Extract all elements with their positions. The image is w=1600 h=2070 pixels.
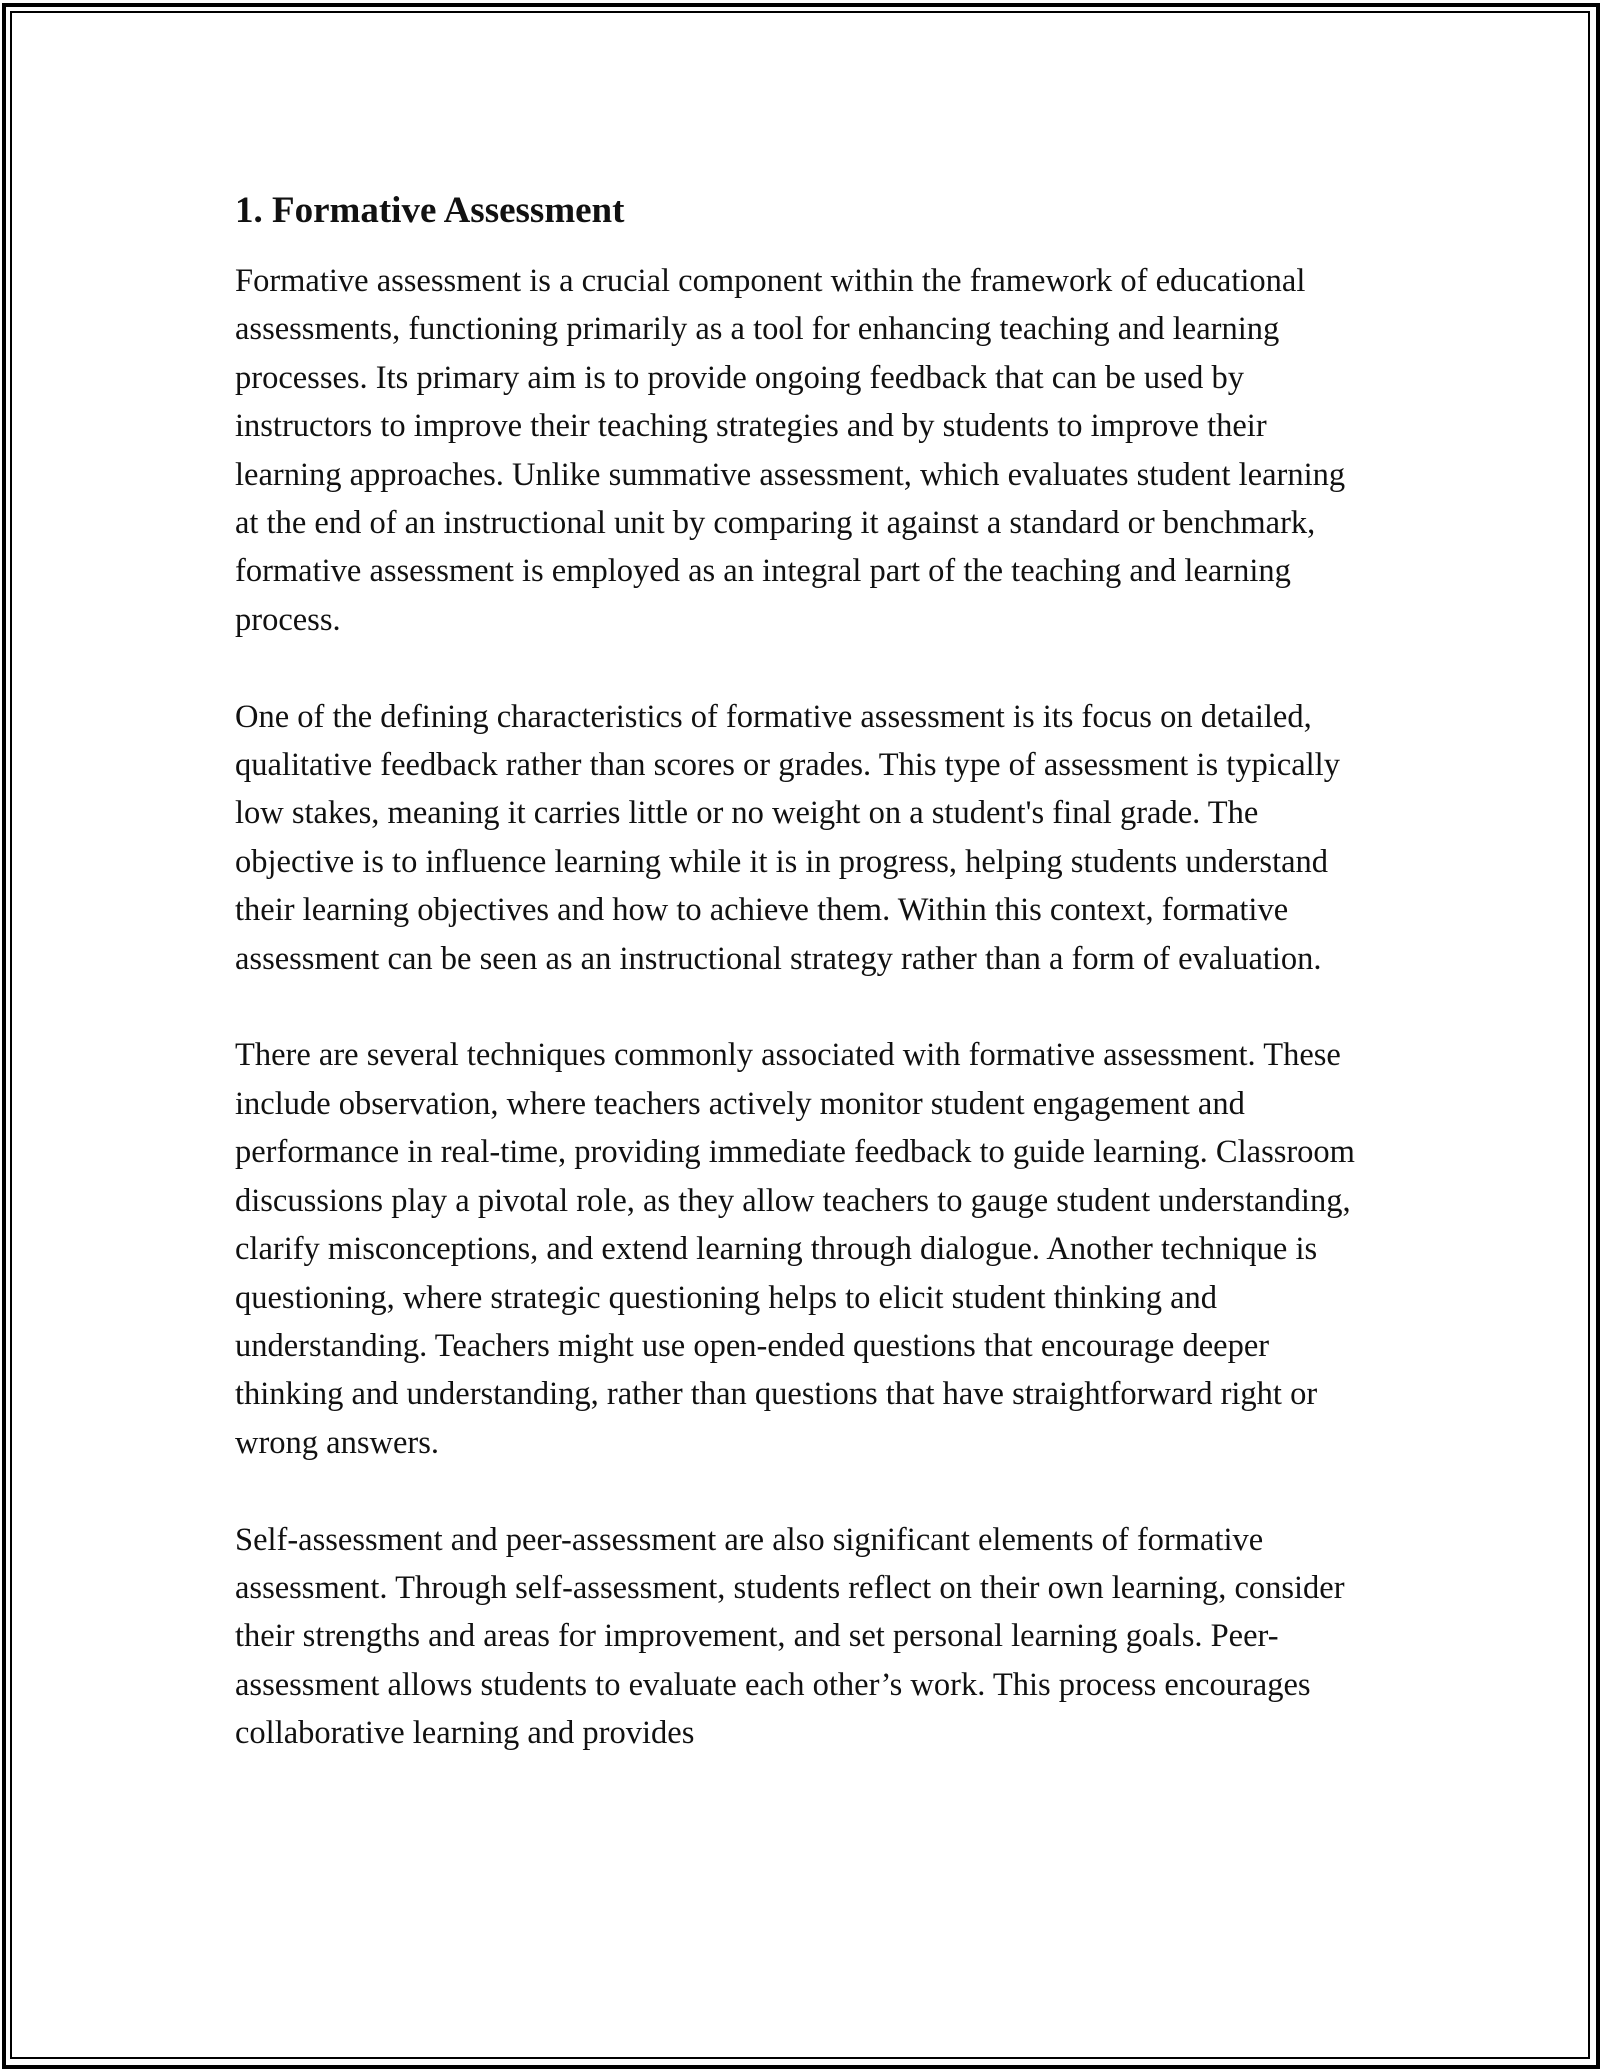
paragraph: Formative assessment is a crucial component within the framework of educational assessments, functioning primarily as a tool for enhancing teaching and learning processes. Its primary aim is to provide ongoing feedback that can be used by instructors to improve their teaching strategies and by students to improve their learning approaches. Unlike summative assessment, which evaluates student learning at the end of an instructional unit by comparing it against a standard or benchmark, formative assessment is employed as an integral part of the teaching and learning process. [235,263,1346,638]
paragraph: Self-assessment and peer-assessment are also significant elements of formative assessment. Through self-assessment, students reflect on their own learning, consider their strengths and areas for improvement, and set personal learning goals. Peer-assessment allows students to evaluate each other’s work. This process encourages collaborative learning and provides [235,1521,1345,1752]
paragraph: One of the defining characteristics of formative assessment is its focus on detailed, qualitative feedback rather than scores or grades. This type of assessment is typically low stakes, meaning it carries little or no weight on a student's final grade. The objective is to influence learning while it is in progress, helping students understand their learning objectives and how to achieve them. Within this context, formative assessment can be seen as an instructional strategy rather than a form of evaluation. [235,698,1340,977]
document-body [235,185,1365,1758]
paragraph: There are several techniques commonly associated with formative assessment. These include observation, where teachers actively monitor student engagement and performance in real-time, providing immediate feedback to guide learning. Classroom discussions play a pivotal role, as they allow teachers to gauge student understanding, clarify misconceptions, and extend learning through dialogue. Another technique is questioning, where strategic questioning helps to elicit student thinking and understanding. Teachers might use open-ended questions that encourage deeper thinking and understanding, rather than questions that have straightforward right or wrong answers. [235,1037,1355,1461]
section-heading: 1. Formative Assessment [235,190,625,231]
